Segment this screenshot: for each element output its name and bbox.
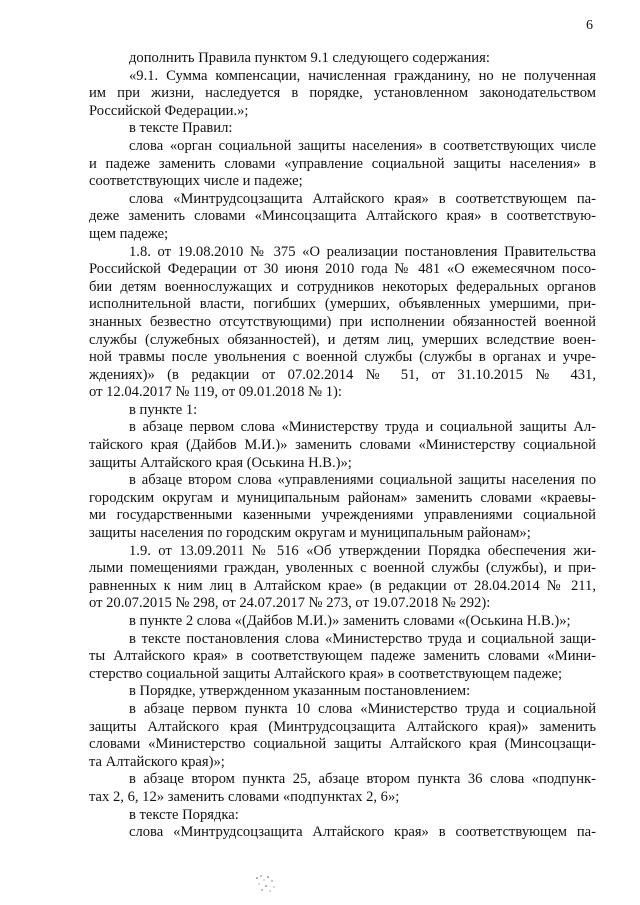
- text-line: знанных безвестно отсутствующими) при исполнении обязанностей военной: [89, 313, 596, 330]
- text-line: защиты населения по городским округам и муниципальным районам»;: [89, 525, 531, 542]
- text-line: в пункте 1:: [129, 401, 198, 418]
- text-line: в Порядке, утвержденном указанным постановлением:: [129, 683, 471, 700]
- document-body: [89, 50, 596, 842]
- text-line: защиты Алтайского края (Минтрудсоцзащита Алтайского края)» заменить: [89, 718, 596, 735]
- text-line: лыми помещениями граждан, уволенных с военной службы (службы), и при-: [89, 560, 596, 577]
- text-line: дополнить Правила пунктом 9.1 следующего содержания:: [129, 50, 490, 66]
- text-line: защиты Алтайского края (Оськина Н.В.)»;: [89, 454, 352, 471]
- text-line: ждениях)» (в редакции от 07.02.2014 № 51, от 31.10.2015 № 431,: [89, 366, 596, 383]
- text-line: соответствующих числе и падеже;: [89, 173, 303, 190]
- text-line: в абзаце первом слова «Министерству труда и социальной защиты Ал-: [129, 419, 596, 436]
- scan-artifact: [252, 872, 280, 894]
- text-line: деже заменить словами «Минсоцзащита Алтайского края» в соответствую-: [89, 208, 596, 225]
- text-line: словами «Министерство социальной защиты Алтайского края (Минсоцзащи-: [89, 736, 596, 753]
- text-line: тайского края (Дайбов М.И.)» заменить словами «Министерству социальной: [89, 437, 596, 454]
- text-line: «9.1. Сумма компенсации, начисленная гражданину, но не полученная: [129, 67, 596, 84]
- text-line: в абзаце втором слова «управлениями социальной защиты населения по: [129, 472, 596, 489]
- text-line: службы (служебных обязанностей), и детям лиц, умерших вследствие воен-: [89, 331, 596, 348]
- text-line: стерство социальной защиты Алтайского края» в соответствующем падеже;: [89, 665, 563, 682]
- text-line: им при жизни, наследуется в порядке, установленном законодательством: [89, 85, 596, 102]
- text-line: городским округам и муниципальным районам» заменить словами «краевы-: [89, 489, 596, 506]
- text-line: тах 2, 6, 12» заменить словами «подпунктах 2, 6»;: [89, 788, 400, 805]
- text-line: щем падеже;: [89, 225, 169, 242]
- text-line: в тексте постановления слова «Министерство труда и социальной защи-: [129, 630, 596, 647]
- text-line: и падеже заменить словами «управление социальной защиты населения» в: [89, 155, 596, 172]
- text-line: в тексте Правил:: [129, 120, 233, 137]
- text-line: равненных к ним лиц в Алтайском крае» (в редакции от 28.04.2014 № 211,: [89, 577, 596, 594]
- text-line: Российской Федерации.»;: [89, 102, 249, 119]
- text-line: ми государственными казенными учреждениями управлениями социальной: [89, 507, 596, 524]
- text-line: в тексте Порядка:: [129, 806, 239, 823]
- text-line: 1.8. от 19.08.2010 № 375 «О реализации постановления Правительства: [129, 243, 596, 260]
- text-line: ной травмы после увольнения с военной службы (службы в органах и учре-: [89, 349, 596, 366]
- text-line: в пункте 2 слова «(Дайбов М.И.)» заменить словами «(Оськина Н.В.)»;: [129, 613, 571, 629]
- text-line: в абзаце первом пункта 10 слова «Министерство труда и социальной: [129, 700, 596, 717]
- text-line: 1.9. от 13.09.2011 № 516 «Об утверждении Порядка обеспечения жи-: [129, 542, 596, 559]
- text-line: слова «Минтрудсоцзащита Алтайского края» в соответствующем па-: [129, 824, 596, 841]
- text-line: слова «орган социальной защиты населения» в соответствующих числе: [129, 137, 596, 154]
- page-number: 6: [586, 18, 593, 33]
- text-line: от 12.04.2017 № 119, от 09.01.2018 № 1):: [89, 384, 342, 401]
- text-line: от 20.07.2015 № 298, от 24.07.2017 № 273, от 19.07.2018 № 292):: [89, 595, 491, 612]
- text-line: Российской Федерации от 30 июня 2010 года № 481 «О ежемесячном посо-: [89, 261, 596, 278]
- text-line: ты Алтайского края» в соответствующем падеже заменить словами «Мини-: [89, 648, 596, 665]
- text-line: исполнительной власти, погибших (умерших, объявленных умершими, при-: [89, 296, 596, 313]
- text-line: в абзаце втором пункта 25, абзаце втором пункта 36 слова «подпунк-: [129, 771, 596, 788]
- text-line: та Алтайского края)»;: [89, 753, 225, 770]
- text-line: бии детям военнослужащих и сотрудников некоторых федеральных органов: [89, 278, 596, 295]
- text-line: слова «Минтрудсоцзащита Алтайского края» в соответствующем па-: [129, 190, 596, 207]
